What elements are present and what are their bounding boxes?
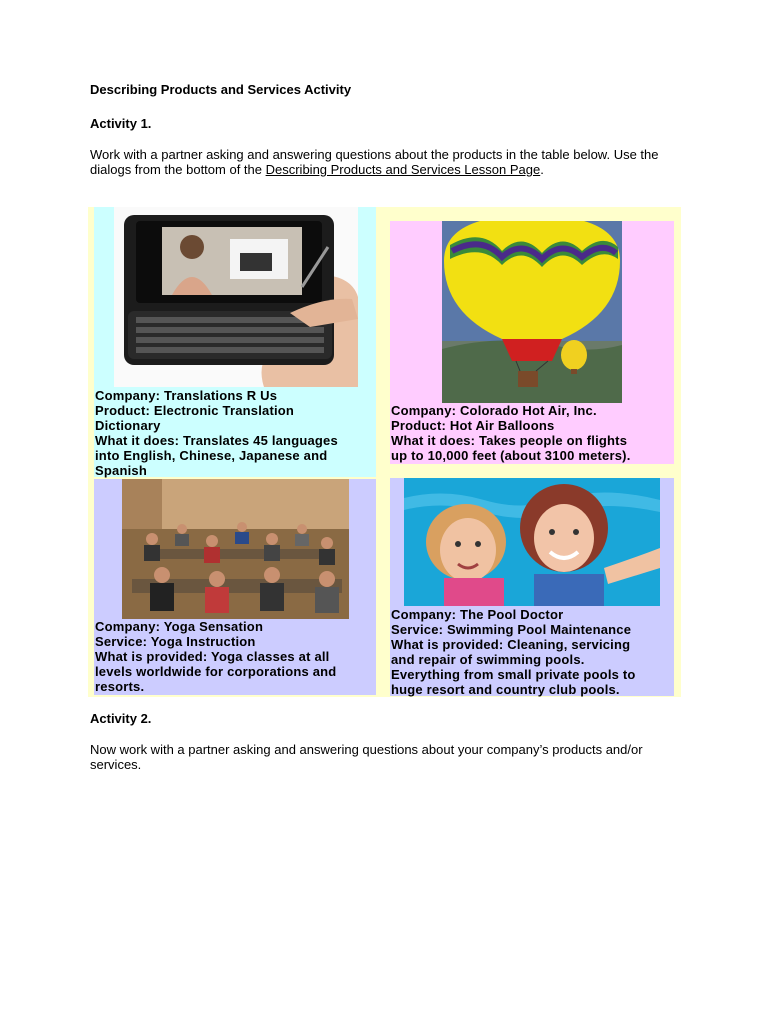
cell-line: and repair of swimming pools. <box>391 652 585 667</box>
cell-line: What is provided: Cleaning, servicing <box>391 637 631 652</box>
handheld-translator-photo <box>114 207 358 387</box>
colorado-hot-air-description <box>391 403 631 463</box>
cell-line: What is provided: Yoga classes at all <box>95 649 330 664</box>
translations-description <box>95 388 338 478</box>
children-swimming-photo <box>404 478 660 606</box>
table-cell-pool-doctor <box>390 478 674 696</box>
pool-doctor-description <box>391 607 636 697</box>
yoga-sensation-description <box>95 619 336 694</box>
table-cell-translations <box>94 207 376 477</box>
cell-line: into English, Chinese, Japanese and <box>95 448 328 463</box>
activity-2-instructions: Now work with a partner asking and answering questions about your company’s products and/or services. <box>90 742 643 772</box>
yoga-class-photo <box>122 479 349 619</box>
intro-end: . <box>540 162 544 177</box>
cell-line: Product: Hot Air Balloons <box>391 418 555 433</box>
intro-text: Work with a partner asking and answering questions about the products in the table below. Use the dialogs from the bottom of the <box>90 147 659 177</box>
cell-line: levels worldwide for corporations and <box>95 664 337 679</box>
cell-line: Product: Electronic Translation <box>95 403 295 418</box>
cell-line: Company: The Pool Doctor <box>391 607 564 622</box>
cell-line: up to 10,000 feet (about 3100 meters). <box>391 448 631 463</box>
cell-line: What it does: Translates 45 languages <box>95 433 338 448</box>
activity-1-instructions <box>90 147 660 177</box>
cell-line: resorts. <box>95 679 145 694</box>
activity-2-heading: Activity 2. <box>90 711 152 726</box>
table-cell-colorado-hot-air <box>390 221 674 464</box>
page-title: Describing Products and Services Activity <box>90 82 352 97</box>
hot-air-balloon-photo <box>442 221 622 403</box>
cell-line: Service: Yoga Instruction <box>95 634 256 649</box>
cell-line: Spanish <box>95 463 147 478</box>
activity-1-heading: Activity 1. <box>90 116 152 131</box>
cell-line: Company: Translations R Us <box>95 388 278 403</box>
cell-line: What it does: Takes people on flights <box>391 433 628 448</box>
cell-line: Dictionary <box>95 418 161 433</box>
cell-line: Company: Colorado Hot Air, Inc. <box>391 403 597 418</box>
table-cell-yoga-sensation <box>94 479 376 695</box>
cell-line: Everything from small private pools to <box>391 667 636 682</box>
lesson-page-link[interactable]: Describing Products and Services Lesson Page <box>265 162 541 177</box>
cell-line: huge resort and country club pools. <box>391 682 620 697</box>
cell-line: Service: Swimming Pool Maintenance <box>391 622 632 637</box>
cell-line: Company: Yoga Sensation <box>95 619 264 634</box>
